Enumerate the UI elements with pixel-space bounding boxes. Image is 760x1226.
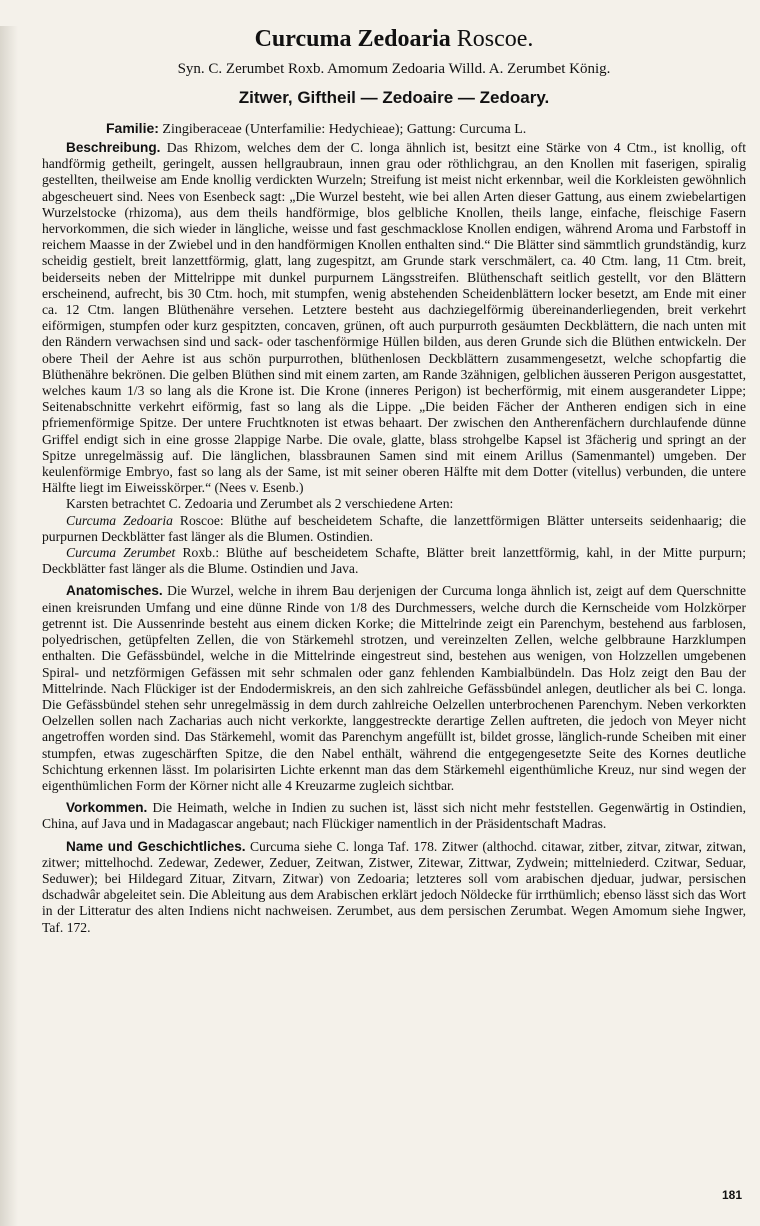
family-label: Familie: bbox=[106, 120, 159, 136]
species-zedoaria-name: Curcuma Zedoaria bbox=[66, 512, 173, 528]
page-gutter bbox=[0, 26, 18, 1226]
species-zerumbet bbox=[42, 545, 746, 577]
title-author: Roscoe. bbox=[456, 26, 534, 52]
beschreibung-text: Das Rhizom, welches dem der C. longa ähnlich ist, besitzt eine Stärke von 4 Ctm., ist knollig, oft handförmig getheilt, geringelt, aussen hellgraubraun, innen grau oder röthlichgrau, an den Knollen mit faserigen, spiralig gestellten, theilweise am Ende knollig verdickten Wurzeln; Streifung ist meist nicht erkennbar, weil die Korkleisten gewöhnlich abgescheuert sind. Nees von Esenbeck sagt: „Die Wurzel besteht, wie bei allen Arten dieser Gattung, aus einem zwiebelartigen Wurzelstocke (rhizoma), aus dem theils handförmige, blos gelbliche Knollen, theils lange, einfache, fleischige Fasern hervorkommen, die sich wieder in längliche, weisse und fast geschmacklose Knollen endigen, während Aroma und Farbstoff in reichem Maasse in der Zwiebel und in den handförmigen Knollen enthalten sind.“ Die Blätter sind sämmtlich grundständig, kurz scheidig gestielt, breit lanzettförmig, glatt, lang zugespitzt, am Grunde stark verschmälert, ca. 40 Ctm. lang, 11 Ctm. breit, beiderseits neben der Mittelrippe mit dunkel purpurnem Längsstreifen. Blüthenschaft seitlich gestellt, vor den Blättern erscheinend, aufrecht, bis 30 Ctm. hoch, mit stumpfen, wenig abstehenden Scheidenblättern locker besetzt, am Ende mit einer ca. 12 Ctm. langen Blüthenähre versehen. Letztere besteht aus dachziegelförmig übereinanderliegenden, breit verkehrt eiförmigen, stumpfen oder kurz gespitzten, concaven, grünen, oft auch purpurroth gesäumten Deckblättern, die nach unten mit den Rändern verwachsen sind und sack- oder taschenförmige Hüllen bilden, aus deren Grunde sich die Blüthen entwickeln. Der obere Theil der Aehre ist aus schön purpurrothen, blüthenlosen Deckblättern zusammengesetzt, welche schopfartig die Blüthenähre bekrönen. Die gelben Blüthen sind mit einem zarten, am Rande 3zähnigen, gelblichen äusseren Perigon ausgestattet, welches kaum 1/3 so lang als die Krone ist. Die Krone (inneres Perigon) ist becherförmig, mit einem ausgerandeter Lippe; Seitenabschnitte verkehrt eiförmig, fast so lang als die Lippe. „Die beiden Fächer der Antheren endigen sich in eine pfriemenförmige Spitze. Der untere Fruchtknoten ist etwas behaart. Der zwischen den Antherenfächern durchlaufende dünne Griffel endigt sich in eine grosse 2lappige Narbe. Die ovale, glatte, blass strohgelbe Kapsel ist 3fächerig und springt an der Spitze unregelmässig auf. Die länglichen, blassbraunen Samen sind mit einem Arillus (Samenmantel) umgeben. Der keulenförmige Embryo, fast so lang als der Same, ist mit seiner oberen Hälfte mit dem Dotter (vitellus) verbunden, die untere Hälfte liegt im Eiweisskörper.“ (Nees v. Esenb.) bbox=[42, 140, 747, 496]
name-geschichte-text: Curcuma siehe C. longa Taf. 178. Zitwer (althochd. citawar, zitber, zitvar, zitwar, zitwan, zitwer; mittelhochd. Zedewar, Zedewer, Zeduer, Zeitwan, Zistwer, Zitewar, Zittwar, Zydwein; mittelniederd. Czitwar, Seduar, Seduwer); bei Hildegard Zituar, Zitvarn, Zitwar) von Zedoaria; letzteres soll vom arabischen djeduar, judwar, persischen dschadwâr abgeleitet sein. Die Ableitung aus dem Arabischen erklärt jedoch Nöldecke für irrthümlich; ebenso lässt sich das Wort in der Litteratur des alten Indiens nicht nachweisen. Zerumbet, aus dem persischen Zerumbat. Wegen Amomum siehe Ingwer, Taf. 172. bbox=[42, 838, 746, 935]
section-beschreibung bbox=[42, 140, 746, 496]
anatomisches-text: Die Wurzel, welche in ihrem Bau derjenigen der Curcuma longa ähnlich ist, zeigt auf dem Querschnitte einen kreisrunden Umfang und eine dünne Rinde von 1/8 des Durchmessers, welche durch die Kernscheide vom Holzkörper getrennt ist. Die Aussenrinde besteht aus einem dicken Korke; die Mittelrinde zeigt ein Parenchym, bestehend aus farblosen, polyedrischen, getüpfelten Zellen, die von Stärkemehl strotzen, und vereinzelten Zellen, welche gelbbraune Harzklumpen enthalten. Die Gefässbündel, welche in die Mittelrinde eingestreut sind, bestehen aus wenigen, von Holzzellen umgebenen Spiral- und netzförmigen Gefässen mit sehr schmalen oder ganz fehlenden Kambialbündeln. Das Holz zeigt den Bau der Mittelrinde. Nach Flückiger ist der Endodermiskreis, an den sich zahlreiche Gefässbündel anlegen, deutlicher als bei C. longa. Die Gefässbündel stehen sehr unregelmässig in dem durch zahlreiche Oelzellen unterbrochenen Parenchym. Neben verkorkten Oelzellen sollen nach Zacharias auch nicht verkorkte, langgestreckte derartige Zellen auftreten, die jedoch von Meyer nicht angetroffen worden sind. Das Stärkemehl, womit das Parenchym angefüllt ist, bildet grosse, länglich-runde Scheiben mit einer stumpfen, etwas zugeschärften Spitze, die den Nabel enthält, während die entgegengesetzte Seite des Kornes deutliche Schichtung erkennen lässt. Im polarisirten Lichte erkennt man das dem Stärkemehl eigenthümliche Kreuz, nur sind wegen der eigenthümlichen Form der Körner nicht alle 4 Kreuzarme zugleich sichtbar. bbox=[42, 583, 746, 793]
heading-anatomisches: Anatomisches. bbox=[66, 583, 163, 599]
common-names: Zitwer, Giftheil — Zedoaire — Zedoary. bbox=[238, 88, 550, 107]
section-name-geschichte bbox=[42, 839, 746, 936]
family-line bbox=[42, 120, 746, 138]
species-zedoaria bbox=[42, 513, 746, 545]
page bbox=[0, 26, 760, 1226]
family-text: Zingiberaceae (Unterfamilie: Hedychieae); Gattung: Curcuma L. bbox=[162, 122, 527, 137]
body-text bbox=[42, 140, 746, 936]
vorkommen-text: Die Heimath, welche in Indien zu suchen ist, lässt sich nicht mehr feststellen. Gegenwärtig in Ostindien, China, auf Java und in Madagascar angebaut; nach Flückiger namentlich in der Präsidentschaft Madras. bbox=[42, 800, 746, 832]
section-vorkommen bbox=[42, 800, 746, 832]
heading-name-geschichte: Name und Geschichtliches. bbox=[66, 838, 246, 854]
page-title bbox=[42, 26, 746, 53]
synonyms: Syn. C. Zerumbet Roxb. Amomum Zedoaria Willd. A. Zerumbet König. bbox=[177, 61, 611, 77]
species-zerumbet-name: Curcuma Zerumbet bbox=[66, 545, 176, 561]
species-zerumbet-text: Roxb.: Blüthe auf bescheidetem Schafte, Blätter breit lanzettförmig, kahl, in der Mitte purpurn; Deckblätter fast länger als die Blume. Ostindien und Java. bbox=[42, 545, 746, 577]
heading-beschreibung: Beschreibung. bbox=[66, 140, 161, 155]
karsten-line: Karsten betrachtet C. Zedoaria und Zerumbet als 2 verschiedene Arten: bbox=[66, 496, 454, 512]
section-anatomisches bbox=[42, 583, 746, 794]
page-number: 181 bbox=[721, 1188, 742, 1202]
title-genus: Curcuma Zedoaria bbox=[254, 26, 451, 52]
species-zedoaria-text: Roscoe: Blüthe auf bescheidetem Schafte, die lanzettförmigen Blätter unterseits seidenhaarig; die purpurnen Deckblätter fast länger als die Blumen. Ostindien. bbox=[42, 512, 746, 544]
heading-vorkommen: Vorkommen. bbox=[66, 800, 148, 816]
